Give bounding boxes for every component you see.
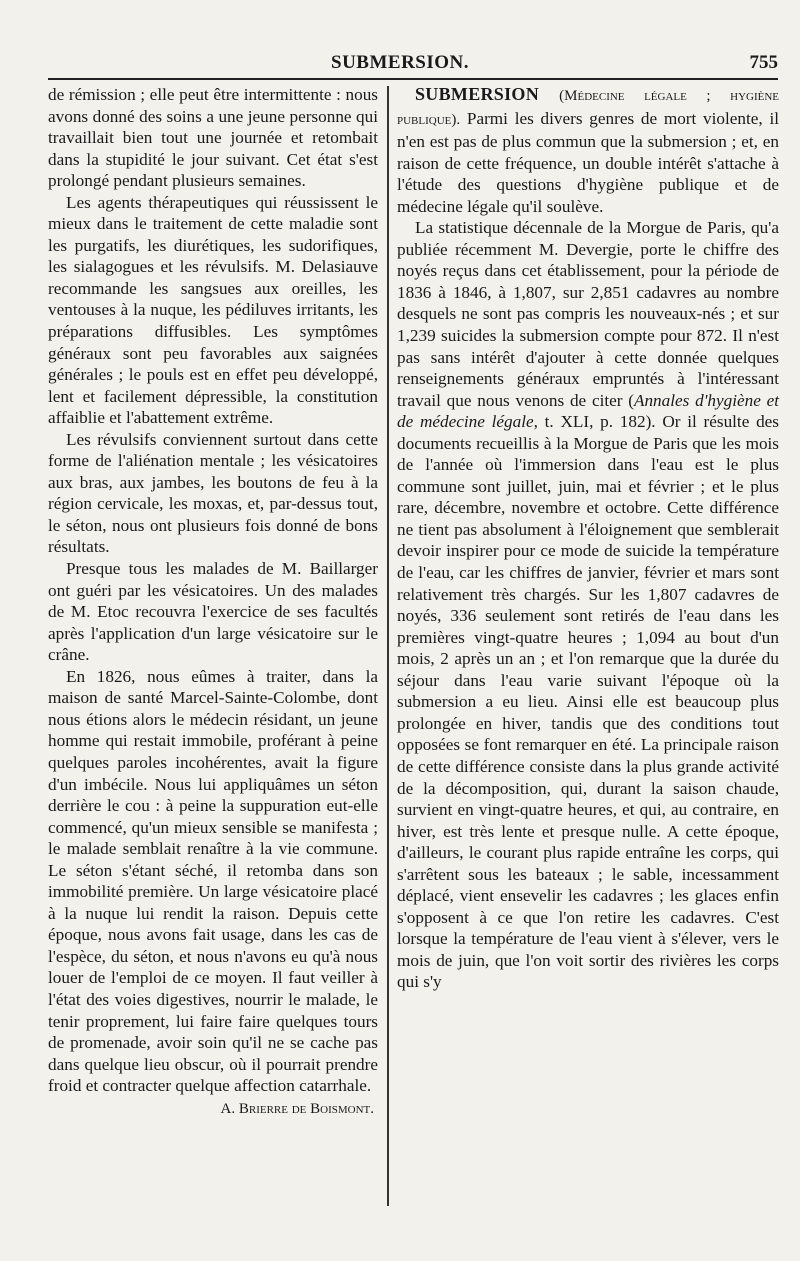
citation-title: Annales d'hygiène et de médecine légale	[397, 390, 779, 432]
paragraph: Les révulsifs conviennent surtout dans cette forme de l'aliénation mentale ; les vésicatoires aux bras, aux jambes, les boutons de feu à la région cervicale, les moxas, et, par-dessus tout, le séton, nous ont plusieurs fois donné de bons résultats.	[48, 429, 378, 557]
running-title: SUBMERSION.	[331, 52, 469, 73]
article-subtitle: (Médecine légale ; hygiène publique).	[397, 88, 780, 128]
article-intro-paragraph	[397, 84, 779, 217]
paragraph-text: La statistique décennale de la Morgue de Paris, qu'a publiée récemment M. Devergie, porte le chiffre des noyés reçus dans cet établissement, pour la période de 1836 à 1846, à 1,807, sur 2,851 cadavres au nombre desquels ne sont pas compris les nouveaux-nés ; et sur 1,239 suicides la submersion compte pour 872. Il n'est pas sans intérêt d'ajouter à cette donnée quelques renseignements généraux empruntés à l'intéressant travail que nous venons de citer (	[397, 218, 779, 410]
paragraph: En 1826, nous eûmes à traiter, dans la maison de santé Marcel-Sainte-Colombe, dont nous étions alors le médecin résidant, un jeune homme qui restait immobile, proférant à peine quelques paroles incohérentes, avait la figure d'un imbécile. Nous lui appliquâmes un séton derrière le cou : à peine la suppuration eut-elle commencé, qu'un mieux sensible se manifesta ; le malade semblait renaître à la vie commune. Le séton s'étant séché, il retomba dans son immobilité première. Un large vésicatoire placé à la nuque lui rendit la raison. Depuis cette époque, nous avons fait usage, dans les cas de l'espèce, du séton, et nous n'avons eu qu'à nous louer de l'emploi de ce moyen. Il faut veiller à l'état des voies digestives, nourrir le malade, le tenir proprement, lui faire faire quelques tours de promenade, avoir soin qu'il ne se cache pas dans quelque lieu obscur, où il pourrait prendre froid et contracter quelque affection catarrhale.	[48, 666, 378, 1096]
author-signature: A. Brierre de Boismont.	[220, 1100, 374, 1117]
paragraph-text: , t. XLI, p. 182). Or il résulte des documents recueillis à la Morgue de Paris que les mois de l'année où l'immersion dans l'eau est le plus commune sont juillet, juin, mai et février ; et le plus rare, décembre, novembre et octobre. Cette différence ne tient pas absolument à l'éloignement que semblerait devoir inspirer pour ce mode de suicide la température de l'eau, car les chiffres de janvier, février et mars sont relativement très chargés. Sur les 1,807 cadavres de noyés, 336 seulement sont retirés de l'eau dans les premières vingt-quatre heures ; 1,094 au bout d'un mois, 2 après un an ; et l'on remarque que la durée du séjour dans l'eau varie suivant l'époque où la submersion a eu lieu. Ainsi elle est beaucoup plus prolongée en hiver, tandis que des conditions tout opposées se font remarquer en été. La principale raison de cette différence consiste dans la plus grande activité de la décomposition, qui, durant la saison chaude, survient en vingt-quatre heures, et qui, au contraire, en hiver, est très lente et presque nulle. A cette époque, d'ailleurs, le courant plus rapide entraîne les corps, qui s'arrêtent sous les bateaux ; le sable, incessamment déplacé, vient ensevelir les cadavres ; les glaces enfin s'opposent à ce que l'on retire les cadavres. C'est lorsque la température de l'eau vient à s'élever, vers le mois de juin, que l'on voit sortir des rivières les corps qui s'y	[397, 412, 780, 992]
article-title: SUBMERSION	[415, 84, 540, 104]
paragraph: Presque tous les malades de M. Baillarger ont guéri par les vésicatoires. Un des malades de M. Etoc recouvra l'exercice de ses facultés après l'application d'un large vésicatoire sur le crâne.	[48, 559, 378, 665]
page-number: 755	[749, 52, 778, 73]
statistics-paragraph	[397, 217, 779, 993]
column-divider	[387, 86, 389, 1206]
right-column	[397, 84, 779, 993]
paragraph-text: Parmi les divers genres de mort violente, il n'en est pas de plus commun que la submersion ; et, en raison de cette fréquence, un double intérêt s'attache à l'étude des questions d'hygiène publique et de médecine légale qu'il soulève.	[397, 108, 780, 216]
header-rule	[48, 78, 778, 80]
left-column	[48, 84, 378, 1120]
paragraph: Les agents thérapeutiques qui réussissent le mieux dans le traitement de cette maladie sont les purgatifs, les diurétiques, les sudorifiques, les sialagogues et les révulsifs. M. Delasiauve recommande les sangsues aux oreilles, les ventouses à la nuque, les pédiluves irritants, les préparations diffusibles. Les symptômes généraux sont peu favorables aux saignées générales ; le pouls est en effet peu développé, lent et facilement dépressible, la constitution affaiblie et l'abattement extrême.	[48, 192, 378, 428]
paragraph: de rémission ; elle peut être intermittente : nous avons donné des soins a une jeune personne qui travaillait bien tout une journée et retombait dans la stupidité le jour suivant. Cet état s'est prolongé pendant plusieurs semaines.	[48, 85, 378, 191]
